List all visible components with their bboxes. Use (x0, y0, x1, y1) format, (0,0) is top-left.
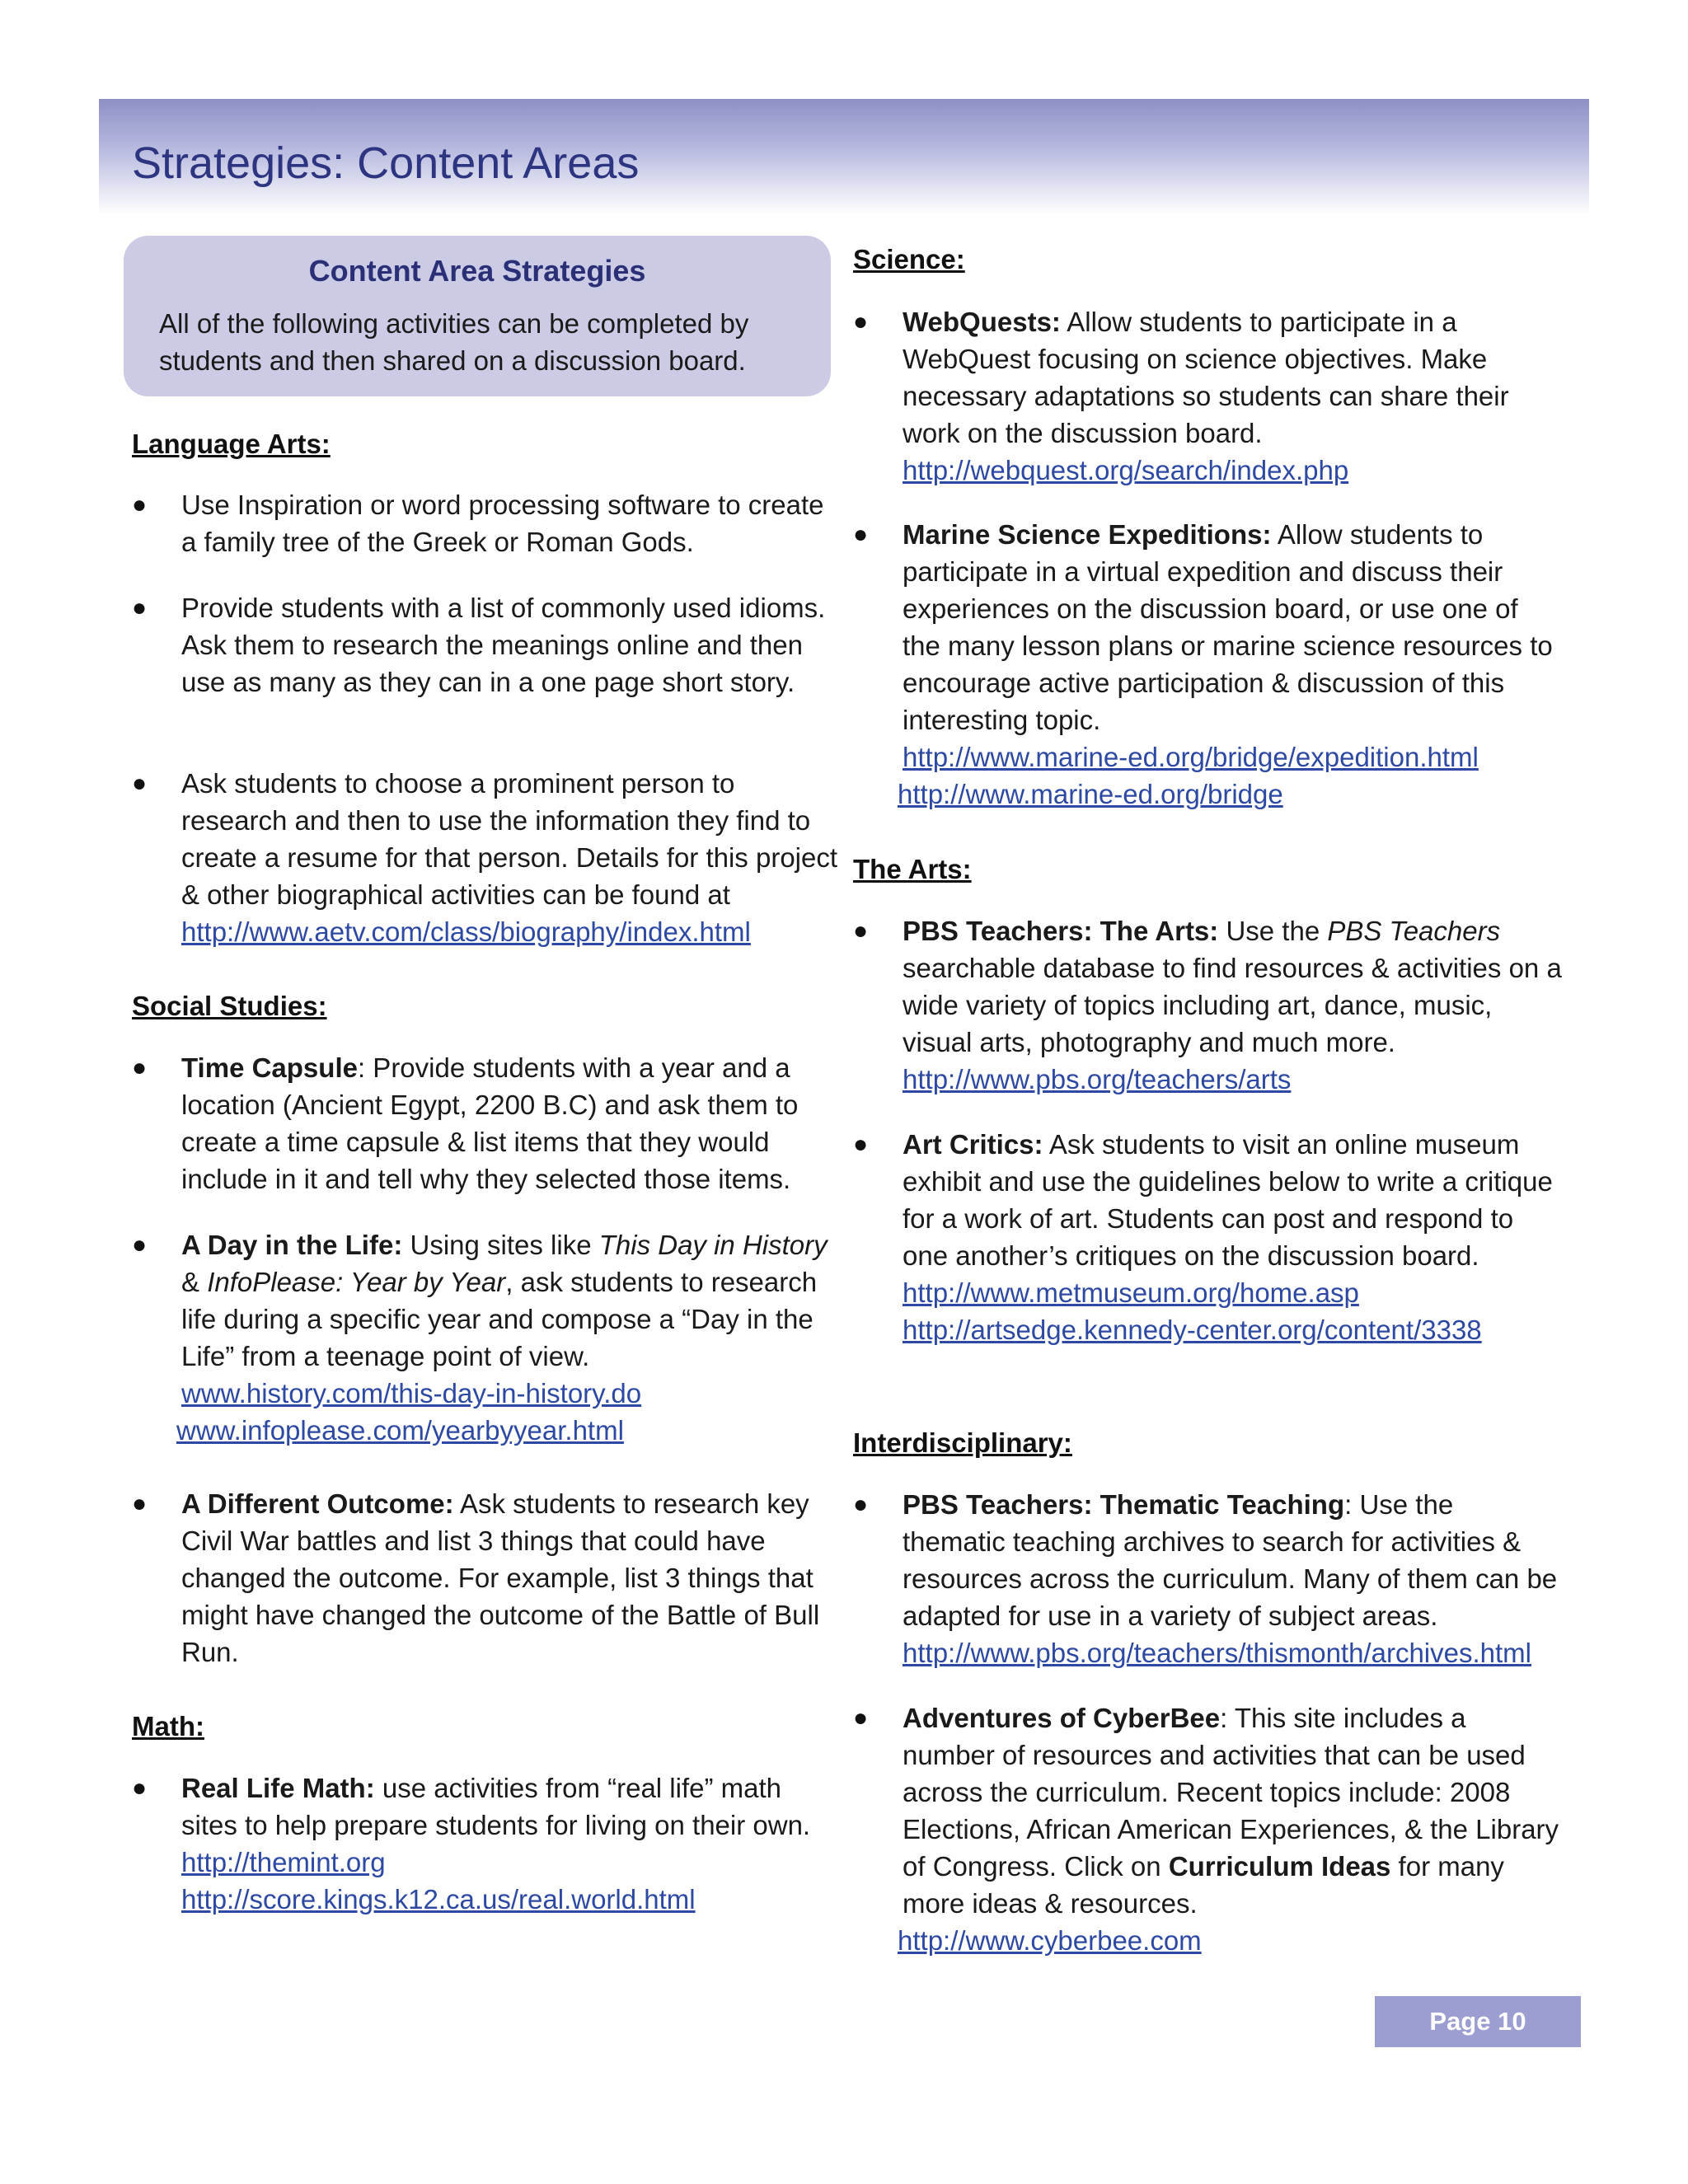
item-italic: InfoPlease: Year by Year (207, 1267, 506, 1297)
bullet-icon: ● (132, 770, 148, 797)
link-history-this-day[interactable]: www.history.com/this-day-in-history.do (181, 1378, 642, 1408)
item-text (181, 486, 841, 560)
item-bold: PBS Teachers: Thematic Teaching (903, 1489, 1345, 1520)
item-bold: A Different Outcome: (181, 1488, 454, 1519)
item-bold: Adventures of CyberBee (903, 1703, 1221, 1733)
list-item (132, 765, 841, 950)
link-themint[interactable]: http://themint.org (181, 1847, 386, 1877)
bullet-icon: ● (132, 1774, 148, 1802)
item-text-span: searchable database to find resources & activities on a wide variety of topics including art, dance, music, visual arts, photography and much more. (903, 953, 1562, 1057)
link-score-real-world[interactable]: http://score.kings.k12.ca.us/real.world.html (181, 1884, 696, 1915)
list-item (132, 1226, 841, 1449)
item-italic: PBS Teachers (1327, 916, 1501, 946)
item-text (181, 765, 841, 950)
link-artsedge[interactable]: http://artsedge.kennedy-center.org/content/3338 (903, 1315, 1482, 1345)
item-text-span: : Provide students with a year and a location (Ancient Egypt, 2200 B.C) and ask them to create a time capsule & list items that they would include in it and tell why they selected those items. (181, 1052, 799, 1194)
heading-science: Science: (853, 244, 965, 274)
list-item (132, 486, 841, 560)
item-bold: PBS Teachers: The Arts: (903, 916, 1219, 946)
list-item (132, 589, 841, 701)
item-text (903, 303, 1562, 489)
callout-text: All of the following activities can be completed by students and then shared on a discussion board. (159, 308, 749, 376)
list-item (853, 303, 1562, 489)
item-text-span: , ask students to research life during a specific year and compose a “Day in the Life” from a teenage point of view. (181, 1267, 818, 1371)
bullet-icon: ● (853, 308, 869, 335)
item-text-span: : Use the thematic teaching archives to search for activities & resources across the curriculum. Many of them can be adapted for use in a variety of subject areas. (903, 1489, 1558, 1631)
list-item (853, 1126, 1562, 1348)
list-item (132, 1049, 841, 1197)
item-text (898, 1699, 1562, 1959)
link-aetv-biography[interactable]: http://www.aetv.com/class/biography/index.html (181, 916, 751, 947)
list-item (853, 1486, 1562, 1671)
link-pbs-thismonth-archives[interactable]: http://www.pbs.org/teachers/thismonth/archives.html (903, 1638, 1531, 1668)
item-text (181, 1485, 841, 1671)
bullet-icon: ● (853, 1491, 869, 1518)
item-text (903, 1126, 1562, 1348)
item-italic: This Day in History (598, 1230, 828, 1260)
item-bold: Curriculum Ideas (1168, 1851, 1391, 1882)
item-text-span: Ask students to research key Civil War battles and list 3 things that could have changed the outcome. For example, list 3 things that might have changed the outcome of the Battle of Bull Run. (181, 1488, 820, 1667)
bullet-icon: ● (853, 521, 869, 548)
page-title: Strategies: Content Areas (132, 138, 640, 188)
item-text-span: use activities from “real life” math sites to help prepare students for living on their own. (181, 1773, 811, 1840)
link-webquest-search[interactable]: http://webquest.org/search/index.php (903, 455, 1349, 485)
item-text-span: Using sites like (402, 1230, 599, 1260)
item-text (903, 912, 1562, 1098)
heading-social-studies: Social Studies: (132, 991, 327, 1021)
item-bold: Art Critics: (903, 1129, 1043, 1160)
heading-math: Math: (132, 1711, 204, 1741)
link-metmuseum[interactable]: http://www.metmuseum.org/home.asp (903, 1277, 1359, 1308)
link-marine-expedition[interactable]: http://www.marine-ed.org/bridge/expedition.html (903, 742, 1479, 772)
bullet-icon: ● (853, 1131, 869, 1158)
item-text (181, 589, 841, 701)
callout-box (124, 236, 831, 396)
heading-language-arts: Language Arts: (132, 429, 331, 459)
item-text-span: & (181, 1267, 208, 1297)
bullet-icon: ● (132, 1231, 148, 1258)
item-text-span: for many more ideas & resources. (903, 1851, 1504, 1919)
item-text-span: Ask students to choose a prominent person to research and then to use the information they find to create a resume for that person. Details for this project & other biographical activities can be found at (181, 768, 838, 910)
item-text (903, 1486, 1562, 1671)
link-pbs-arts[interactable]: http://www.pbs.org/teachers/arts (903, 1064, 1292, 1094)
item-bold: A Day in the Life: (181, 1230, 403, 1260)
heading-interdisciplinary: Interdisciplinary: (853, 1427, 1072, 1458)
bullet-icon: ● (132, 1054, 148, 1081)
link-marine-bridge[interactable]: http://www.marine-ed.org/bridge (898, 779, 1283, 809)
list-item (132, 1485, 841, 1671)
item-text-span: Ask students to visit an online museum exhibit and use the guidelines below to write a critique for a work of art. Students can post and respond to one another’s critiques on the discussion board. (903, 1129, 1553, 1271)
bullet-icon: ● (132, 491, 148, 518)
list-item (853, 1699, 1562, 1959)
list-item (853, 516, 1562, 813)
item-text (181, 1049, 841, 1197)
bullet-icon: ● (853, 917, 869, 944)
item-text (898, 516, 1562, 813)
item-text-span: Use the (1218, 916, 1328, 946)
bullet-icon: ● (132, 1490, 148, 1517)
item-text-span: Allow students to participate in a WebQuest focusing on science objectives. Make necessary adaptations so students can share their work on the discussion board. (903, 307, 1509, 448)
item-text (181, 1769, 841, 1918)
link-infoplease-yearbyyear[interactable]: www.infoplease.com/yearbyyear.html (176, 1415, 624, 1446)
list-item (853, 912, 1562, 1098)
callout-title: Content Area Strategies (308, 254, 646, 288)
item-bold: WebQuests: (903, 307, 1061, 337)
item-text-span: : This site includes a number of resources and activities that can be used across the curriculum. Recent topics include: 2008 Elections, African American Experiences, & the Library of Congress. Click on (903, 1703, 1559, 1882)
heading-the-arts: The Arts: (853, 854, 972, 884)
item-bold: Real Life Math: (181, 1773, 375, 1803)
item-text-span: Provide students with a list of commonly used idioms. Ask them to research the meanings online and then use as many as they can in a one page short story. (181, 593, 826, 697)
item-bold: Marine Science Expeditions: (903, 519, 1272, 550)
item-text-span: Use Inspiration or word processing software to create a family tree of the Greek or Roman Gods. (181, 490, 824, 557)
page-number-badge: Page 10 (1375, 1996, 1581, 2047)
item-text-span: Allow students to participate in a virtual expedition and discuss their experiences on the discussion board, or use one of the many lesson plans or marine science resources to encourage active participation & discussion of this interesting topic. (903, 519, 1553, 735)
item-text (176, 1226, 841, 1449)
bullet-icon: ● (853, 1704, 869, 1732)
list-item (132, 1769, 841, 1918)
item-bold: Time Capsule (181, 1052, 358, 1083)
bullet-icon: ● (132, 594, 148, 621)
link-cyberbee[interactable]: http://www.cyberbee.com (898, 1925, 1202, 1956)
